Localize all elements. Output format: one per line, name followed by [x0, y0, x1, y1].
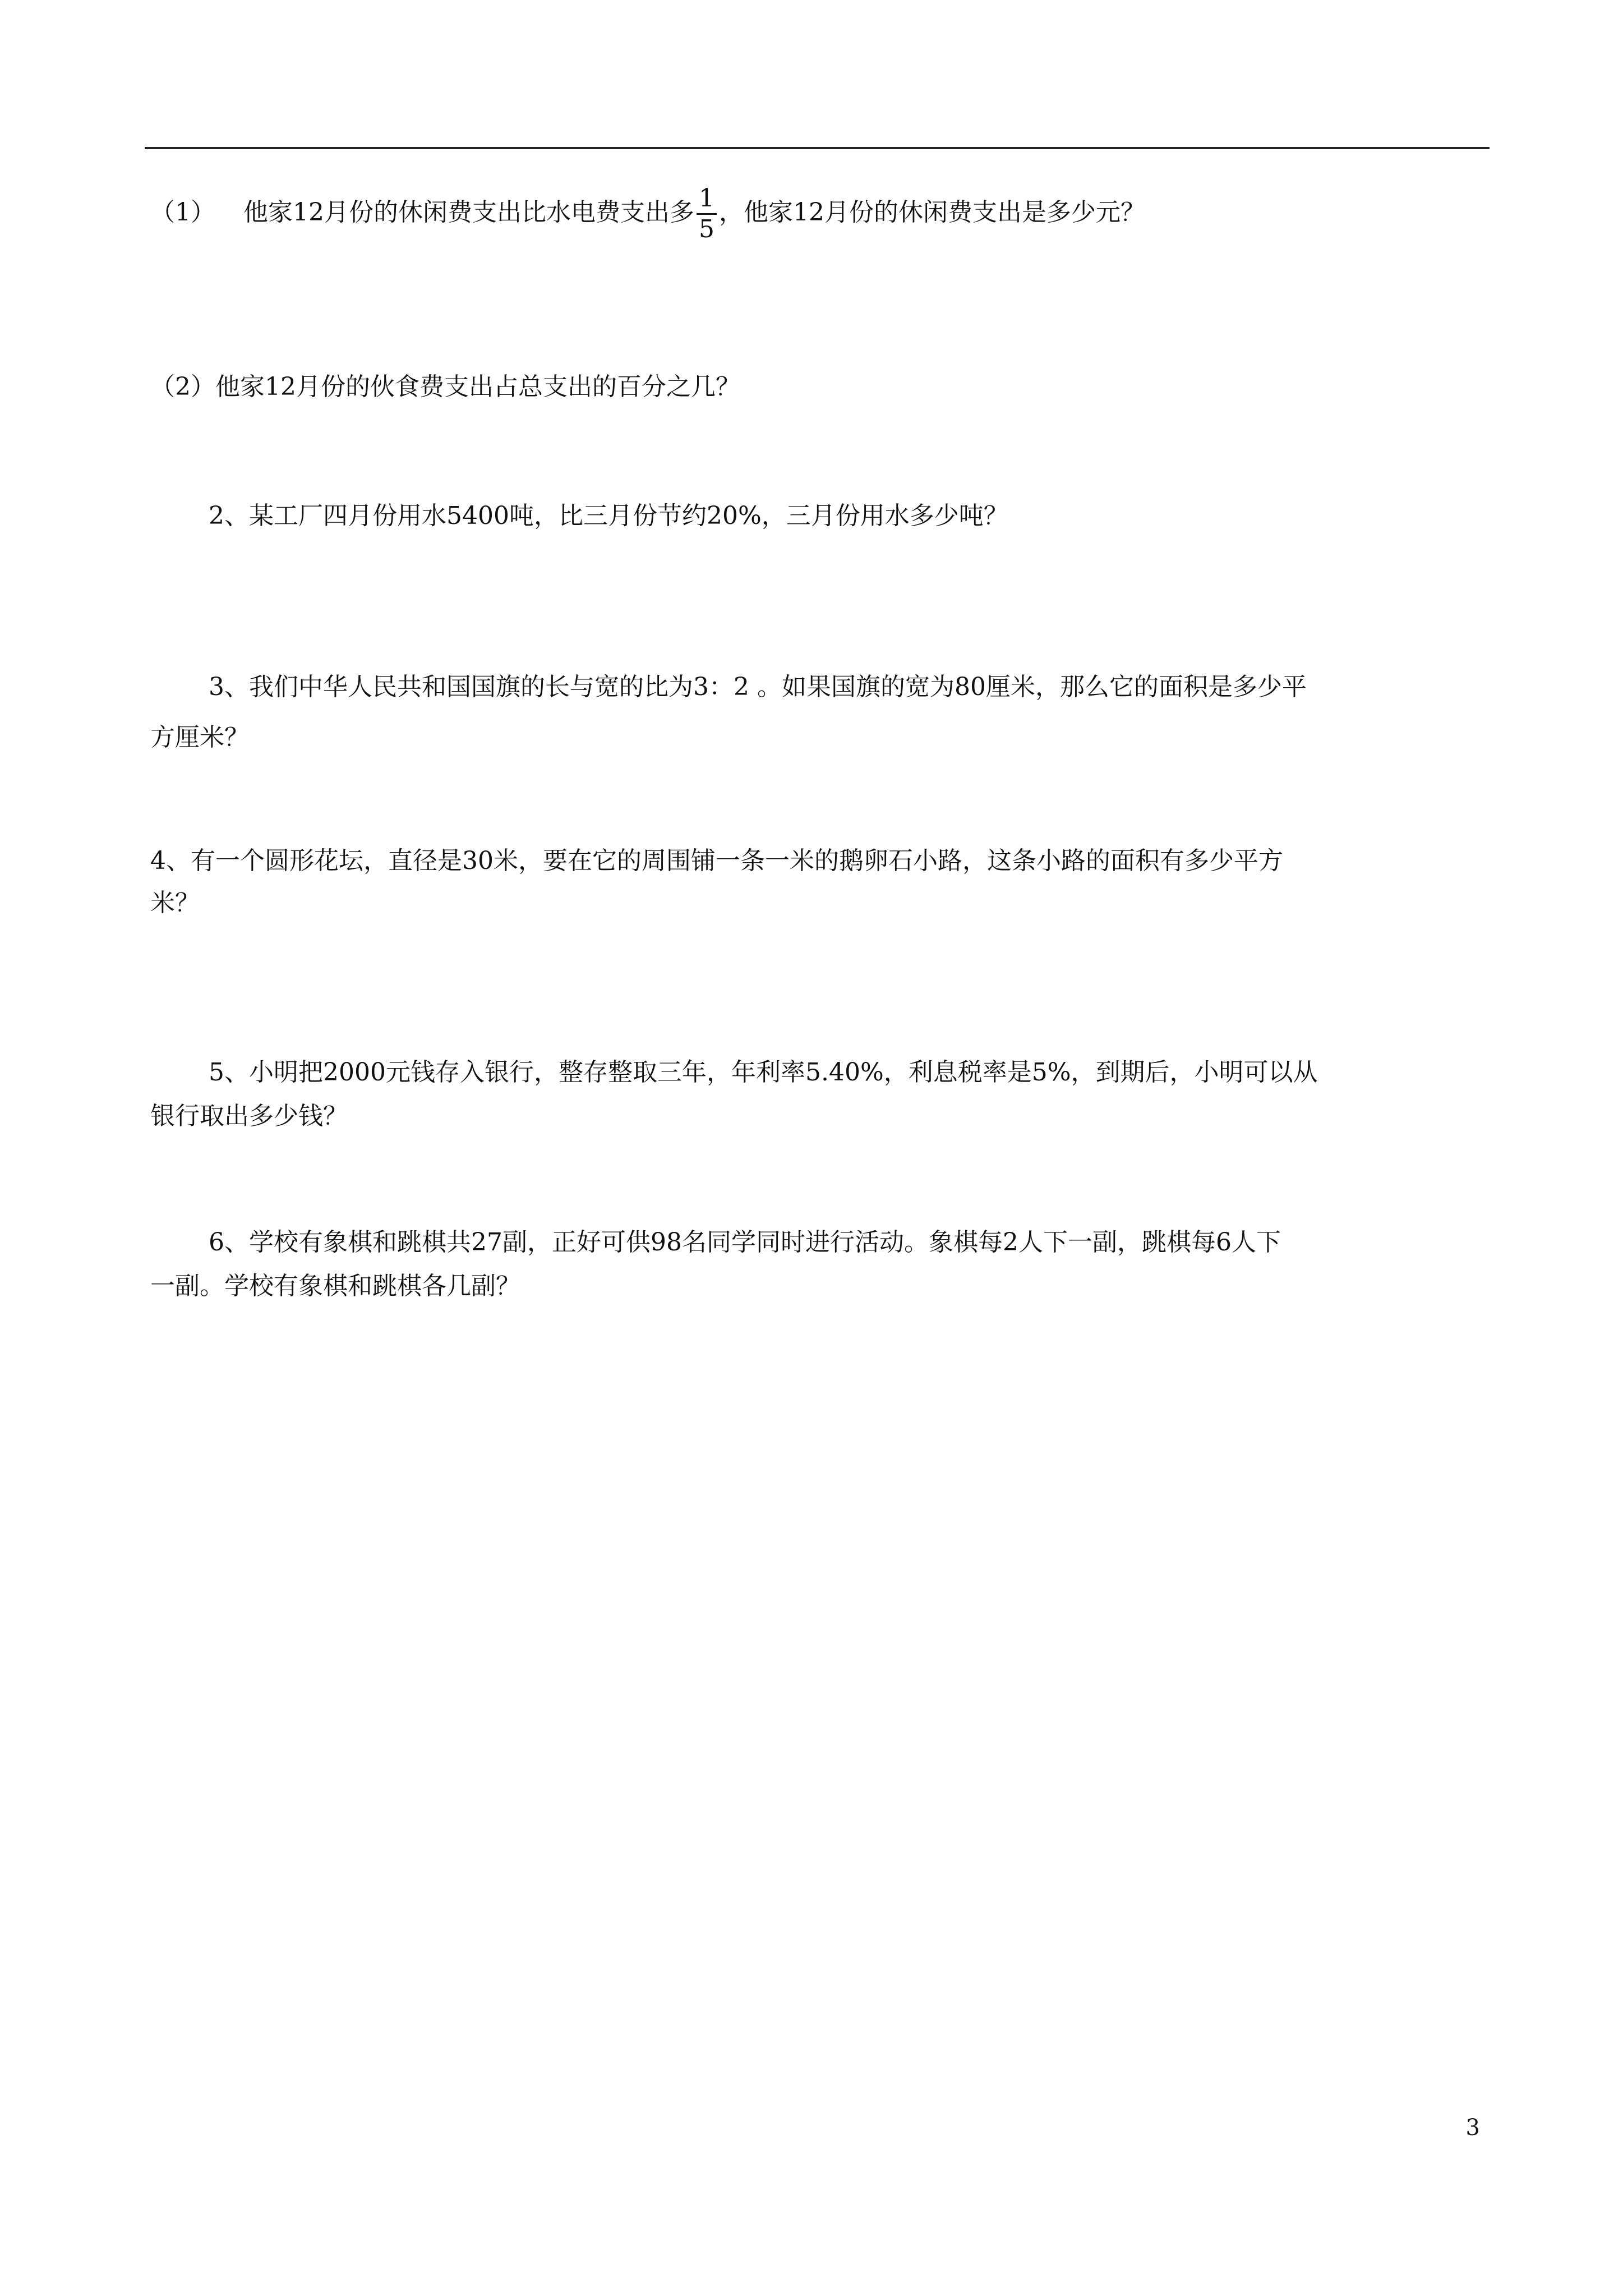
question-6-line-1: 6、学校有象棋和跳棋共27副，正好可供98名同学同时进行活动。象棋每2人下一副，跳棋每6人下 [209, 1228, 1281, 1257]
page-number: 3 [1465, 2115, 1480, 2141]
question-1-part-1 [150, 186, 1145, 242]
question-6-line-2: 一副。学校有象棋和跳棋各几副？ [150, 1272, 520, 1300]
fraction-denominator: 5 [699, 215, 714, 243]
question-label: （1） [150, 198, 215, 227]
question-3-line-2: 方厘米？ [150, 723, 249, 752]
question-3-line-1: 3、我们中华人民共和国国旗的长与宽的比为3：2 。如果国旗的宽为80厘米，那么它的面积是多少平 [209, 673, 1307, 701]
question-5-line-2: 银行取出多少钱？ [150, 1102, 348, 1130]
question-5-line-1: 5、小明把2000元钱存入银行，整存整取三年，年利率5.40%，利息税率是5%，到期后，小明可以从 [209, 1058, 1318, 1087]
question-4-line-1: 4、有一个圆形花坛，直径是30米，要在它的周围铺一条一米的鹅卵石小路，这条小路的面积有多少平方 [150, 846, 1283, 875]
question-4-line-2: 米？ [150, 889, 200, 917]
question-2: 2、某工厂四月份用水5400吨，比三月份节约20%，三月份用水多少吨？ [209, 501, 1008, 530]
header-rule [145, 147, 1490, 149]
question-text-before: 他家12月份的休闲费支出比水电费支出多 [243, 198, 694, 227]
fraction-numerator: 1 [697, 186, 717, 215]
question-text-after: ，他家12月份的休闲费支出是多少元？ [719, 198, 1145, 227]
fraction [697, 186, 717, 242]
question-1-part-2: （2）他家12月份的伙食费支出占总支出的百分之几？ [150, 372, 740, 401]
